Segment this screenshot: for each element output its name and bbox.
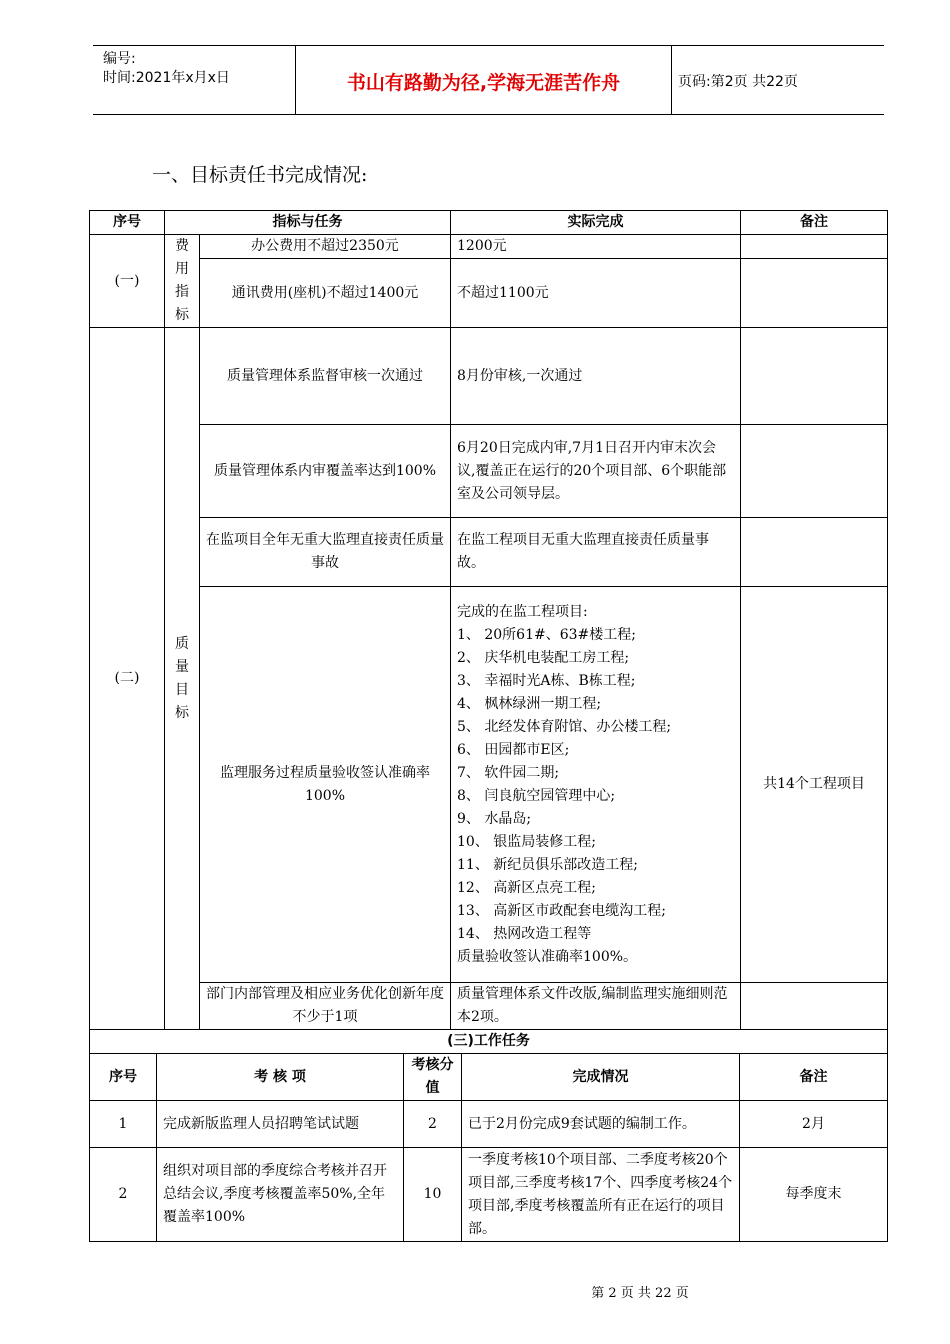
header-cell: 序号 [90, 1054, 157, 1101]
page-footer: 第 2 页 共 22 页 [591, 1286, 689, 1301]
list-item: 10、 银监局装修工程; [457, 833, 596, 850]
task-cell: 通讯费用(座机)不超过1400元 [200, 259, 451, 328]
list-item: 质量验收签认准确率100%。 [457, 948, 638, 965]
section-title: 一、目标责任书完成情况: [152, 164, 368, 186]
time-label: 时间:2021年x月x日 [103, 70, 230, 86]
task-cell: 部门内部管理及相应业务优化创新年度不少于1项 [200, 983, 451, 1030]
task-cell: 质量管理体系内审覆盖率达到100% [200, 425, 451, 518]
header-cell: 备注 [740, 1054, 888, 1101]
task-table [89, 1029, 888, 1242]
list-item: 2、 庆华机电装配工房工程; [457, 649, 630, 666]
header-divider [671, 46, 672, 114]
done-cell: 8月份审核,一次通过 [451, 328, 741, 425]
task-cell: 办公费用不超过2350元 [200, 235, 451, 259]
target-table [89, 210, 888, 1030]
table-row [90, 1101, 888, 1148]
note-cell [741, 425, 888, 518]
list-item: 4、 枫林绿洲一期工程; [457, 695, 602, 712]
table-row [90, 425, 888, 518]
category-cell: 费 用 指 标 [165, 235, 200, 328]
task-cell: 在监项目全年无重大监理直接责任质量事故 [200, 518, 451, 587]
note-cell: 共14个工程项目 [741, 587, 888, 983]
seq-cell: (二) [90, 328, 165, 1030]
list-item: 5、 北经发体育附馆、办公楼工程; [457, 718, 672, 735]
note-cell [741, 983, 888, 1030]
page-header [93, 45, 884, 115]
list-item: 14、 热网改造工程等 [457, 925, 592, 942]
table-row [90, 259, 888, 328]
done-list-cell [451, 587, 741, 983]
note-cell [741, 518, 888, 587]
task-cell: 质量管理体系监督审核一次通过 [200, 328, 451, 425]
header-cell: 考核分值 [404, 1054, 462, 1101]
header-cell: 实际完成 [451, 211, 741, 235]
done-cell: 一季度考核10个项目部、二季度考核20个项目部,三季度考核17个、四季度考核24个项目部,季度考核覆盖所有正在运行的项目部。 [462, 1148, 740, 1242]
list-item: 7、 软件园二期; [457, 764, 560, 781]
score-cell: 10 [404, 1148, 462, 1242]
header-page-info: 页码:第2页 共22页 [678, 74, 798, 90]
list-item: 1、 20所61#、63#楼工程; [457, 626, 636, 643]
list-item: 3、 幸福时光A栋、B栋工程; [457, 672, 636, 689]
table-row [90, 235, 888, 259]
header-cell: 指标与任务 [165, 211, 451, 235]
category-cell: 质 量 目 标 [165, 328, 200, 1030]
note-cell [741, 328, 888, 425]
done-cell: 1200元 [451, 235, 741, 259]
list-item: 12、 高新区点亮工程; [457, 879, 596, 896]
done-cell: 质量管理体系文件改版,编制监理实施细则范本2项。 [451, 983, 741, 1030]
note-cell [741, 235, 888, 259]
table-header-row [90, 211, 888, 235]
header-cell: 备注 [741, 211, 888, 235]
code-label: 编号: [103, 51, 136, 67]
seq-cell: 1 [90, 1101, 157, 1148]
score-cell: 2 [404, 1101, 462, 1148]
list-item: 完成的在监工程项目: [457, 603, 588, 620]
table-row [90, 328, 888, 425]
done-cell: 在监工程项目无重大监理直接责任质量事故。 [451, 518, 741, 587]
item-cell: 组织对项目部的季度综合考核并召开总结会议,季度考核覆盖率50%,全年覆盖率100% [157, 1148, 404, 1242]
header-cell: 完成情况 [462, 1054, 740, 1101]
table-row [90, 518, 888, 587]
note-cell [741, 259, 888, 328]
seq-cell: 2 [90, 1148, 157, 1242]
header-cell: 序号 [90, 211, 165, 235]
table-header-row [90, 1054, 888, 1101]
header-motto: 书山有路勤为径,学海无涯苦作舟 [346, 72, 621, 94]
table-row [90, 587, 888, 983]
list-item: 13、 高新区市政配套电缆沟工程; [457, 902, 666, 919]
header-cell: 考 核 项 [157, 1054, 404, 1101]
seq-cell: (一) [90, 235, 165, 328]
list-item: 6、 田园都市E区; [457, 741, 570, 758]
done-cell: 6月20日完成内审,7月1日召开内审末次会议,覆盖正在运行的20个项目部、6个职能部室及公司领导层。 [451, 425, 741, 518]
note-cell: 每季度末 [740, 1148, 888, 1242]
task-cell: 监理服务过程质量验收签认准确率100% [200, 587, 451, 983]
task-table-title-row [90, 1030, 888, 1054]
list-item: 11、 新纪员俱乐部改造工程; [457, 856, 638, 873]
note-cell: 2月 [740, 1101, 888, 1148]
table-row [90, 983, 888, 1030]
header-left [103, 50, 230, 88]
list-item: 8、 闫良航空园管理中心; [457, 787, 616, 804]
table-row [90, 1148, 888, 1242]
list-item: 9、 水晶岛; [457, 810, 532, 827]
done-cell: 已于2月份完成9套试题的编制工作。 [462, 1101, 740, 1148]
done-cell: 不超过1100元 [451, 259, 741, 328]
task-table-title: (三)工作任务 [90, 1030, 888, 1054]
item-cell: 完成新版监理人员招聘笔试试题 [157, 1101, 404, 1148]
